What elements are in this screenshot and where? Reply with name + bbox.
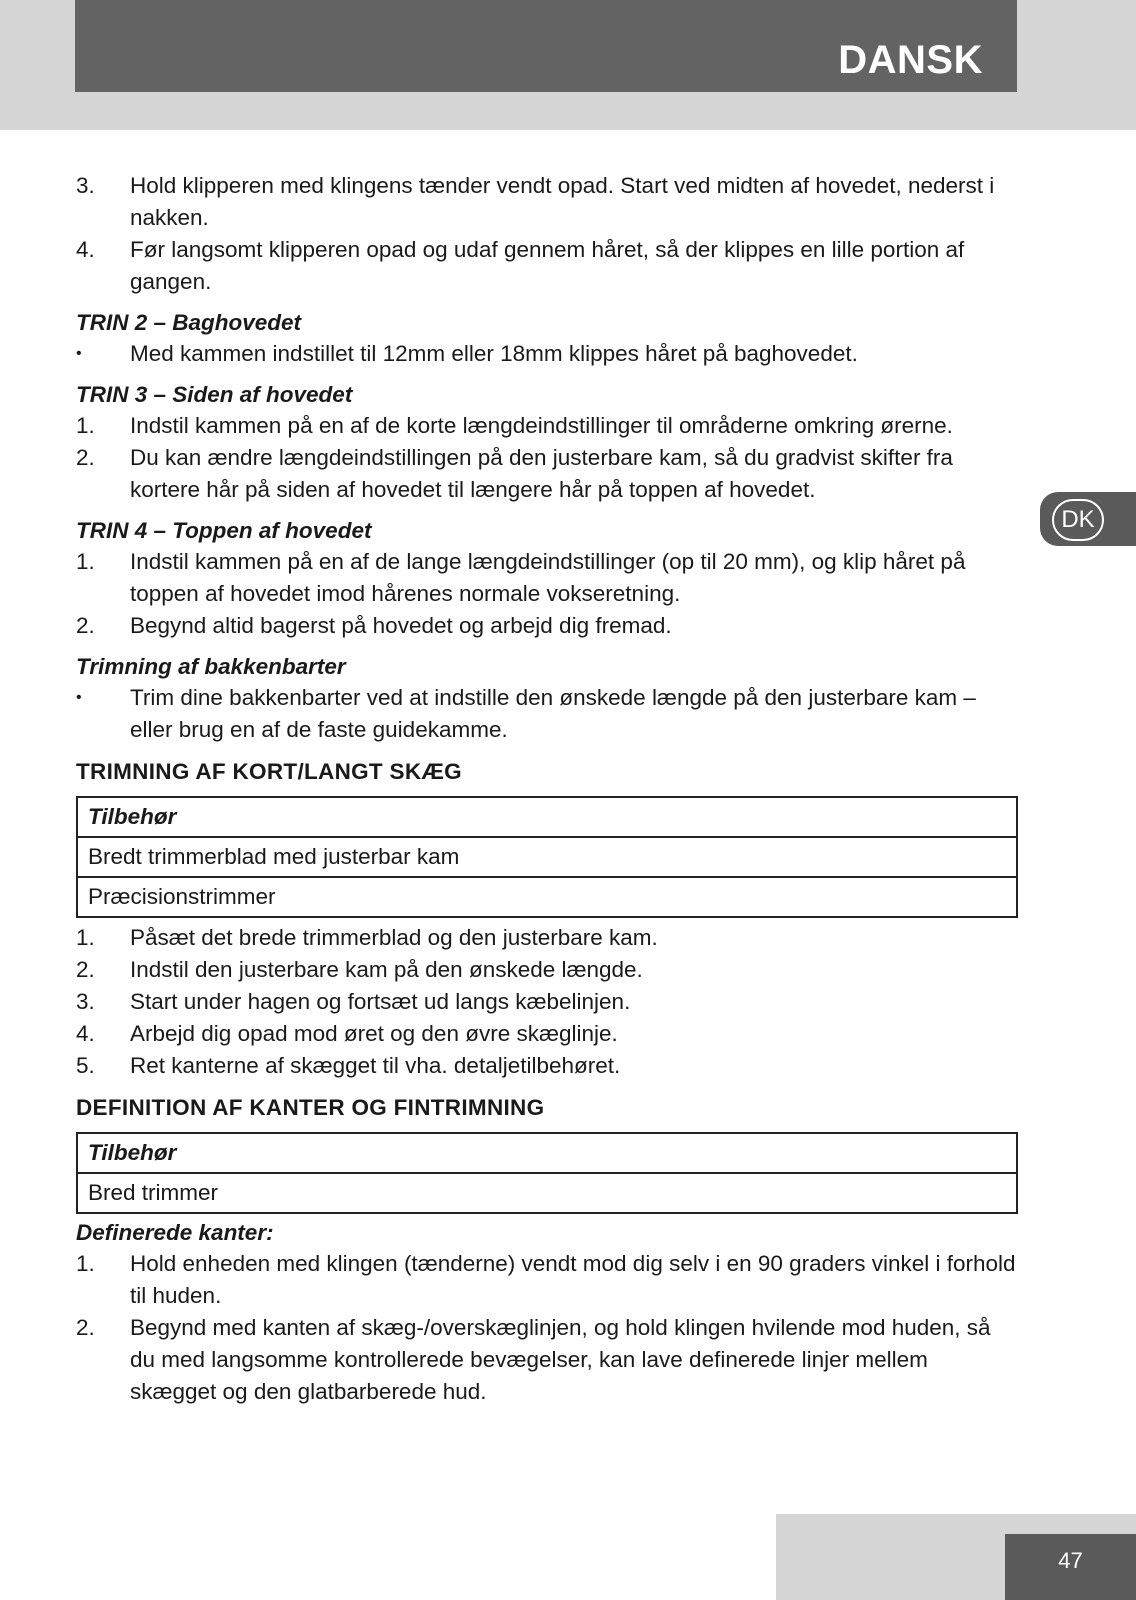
step-text: Hold enheden med klingen (tænderne) vendt mod dig selv i en 90 graders vinkel i forhold til huden. — [130, 1251, 1016, 1308]
edges-steps — [76, 1248, 1018, 1408]
step-text: Start under hagen og fortsæt ud langs kæbelinjen. — [130, 989, 631, 1014]
accessories-table-beard — [76, 796, 1018, 918]
step-text: Begynd altid bagerst på hovedet og arbejd dig fremad. — [130, 613, 672, 638]
header-bar — [75, 0, 1017, 92]
language-code-badge: DK — [1052, 499, 1104, 541]
step-number: 4. — [76, 1021, 95, 1046]
trin4-heading: TRIN 4 – Toppen af hovedet — [76, 518, 372, 543]
table-row — [77, 837, 1017, 877]
step-number: 2. — [76, 957, 95, 982]
table-row — [77, 1133, 1017, 1173]
accessories-table-edges — [76, 1132, 1018, 1214]
list-item — [76, 546, 1018, 610]
list-item — [76, 954, 1018, 986]
step-text: Begynd med kanten af skæg-/overskæglinjen, og hold klingen hvilende mod huden, så du med langsomme kontrollerede bevægelser, kan lave definerede linjer mellem skægget og den glatbarberede hud. — [130, 1315, 991, 1404]
list-item — [76, 986, 1018, 1018]
step-number: 1. — [76, 549, 95, 574]
table-cell: Præcisionstrimmer — [77, 877, 1017, 917]
list-item — [76, 1050, 1018, 1082]
trin2-heading: TRIN 2 – Baghovedet — [76, 310, 302, 335]
table-cell: Bredt trimmerblad med justerbar kam — [77, 837, 1017, 877]
bakkenbarter-bullets — [76, 682, 1018, 746]
list-item — [76, 610, 1018, 642]
step-text: Indstil kammen på en af de korte længdeindstillinger til områderne omkring ørerne. — [130, 413, 953, 438]
step-text: Indstil kammen på en af de lange længdeindstillinger (op til 20 mm), og klip håret på toppen af hovedet imod hårenes normale vokseretning. — [130, 549, 966, 606]
step-number: 4. — [76, 237, 95, 262]
trin4-steps — [76, 546, 1018, 642]
page-number-box — [1005, 1534, 1136, 1600]
step-number: 1. — [76, 925, 95, 950]
trin3-steps — [76, 410, 1018, 506]
step-text: Før langsomt klipperen opad og udaf gennem håret, så der klippes en lille portion af gangen. — [130, 237, 965, 294]
list-item — [76, 1248, 1018, 1312]
step-text: Indstil den justerbare kam på den ønskede længde. — [130, 957, 643, 982]
list-item — [76, 442, 1018, 506]
trin3-heading: TRIN 3 – Siden af hovedet — [76, 382, 353, 407]
list-item — [76, 1312, 1018, 1408]
section-title-edges: DEFINITION AF KANTER OG FINTRIMNING — [76, 1095, 545, 1120]
step-text: Påsæt det brede trimmerblad og den justerbare kam. — [130, 925, 658, 950]
table-row — [77, 1173, 1017, 1213]
bullet-text: Med kammen indstillet til 12mm eller 18mm klippes håret på baghovedet. — [130, 341, 858, 366]
step-text: Hold klipperen med klingens tænder vendt opad. Start ved midten af hovedet, nederst i nakken. — [130, 173, 995, 230]
step-text: Ret kanterne af skægget til vha. detaljetilbehøret. — [130, 1053, 621, 1078]
bullet-icon: • — [76, 689, 82, 706]
defined-edges-heading: Definerede kanter: — [76, 1220, 274, 1245]
page-content — [76, 170, 1018, 1408]
step-text: Du kan ændre længdeindstillingen på den justerbare kam, så du gradvist skifter fra kortere hår på siden af hovedet til længere hår på toppen af hovedet. — [130, 445, 953, 502]
table-row — [77, 797, 1017, 837]
list-item — [76, 682, 1018, 746]
step-number: 2. — [76, 1315, 95, 1340]
table-row — [77, 877, 1017, 917]
language-title: DANSK — [838, 38, 983, 82]
table-header-cell: Tilbehør — [77, 1133, 1017, 1173]
list-item — [76, 410, 1018, 442]
list-item — [76, 170, 1018, 234]
table-cell: Bred trimmer — [77, 1173, 1017, 1213]
list-item — [76, 922, 1018, 954]
step-number: 2. — [76, 613, 95, 638]
table-header-cell: Tilbehør — [77, 797, 1017, 837]
step-number: 2. — [76, 445, 95, 470]
language-tab — [1040, 492, 1136, 546]
bullet-text: Trim dine bakkenbarter ved at indstille den ønskede længde på den justerbare kam – eller brug en af de faste guidekamme. — [130, 685, 976, 742]
section-title-beard: TRIMNING AF KORT/LANGT SKÆG — [76, 759, 462, 784]
trin2-bullets — [76, 338, 1018, 370]
list-item — [76, 234, 1018, 298]
step-text: Arbejd dig opad mod øret og den øvre skæglinje. — [130, 1021, 618, 1046]
step-number: 5. — [76, 1053, 95, 1078]
list-item — [76, 338, 1018, 370]
intro-steps — [76, 170, 1018, 298]
step-number: 1. — [76, 1251, 95, 1276]
bullet-icon: • — [76, 345, 82, 362]
beard-steps — [76, 922, 1018, 1082]
list-item — [76, 1018, 1018, 1050]
bakkenbarter-heading: Trimning af bakkenbarter — [76, 654, 346, 679]
step-number: 1. — [76, 413, 95, 438]
step-number: 3. — [76, 989, 95, 1014]
step-number: 3. — [76, 173, 95, 198]
page-number: 47 — [1058, 1548, 1083, 1573]
